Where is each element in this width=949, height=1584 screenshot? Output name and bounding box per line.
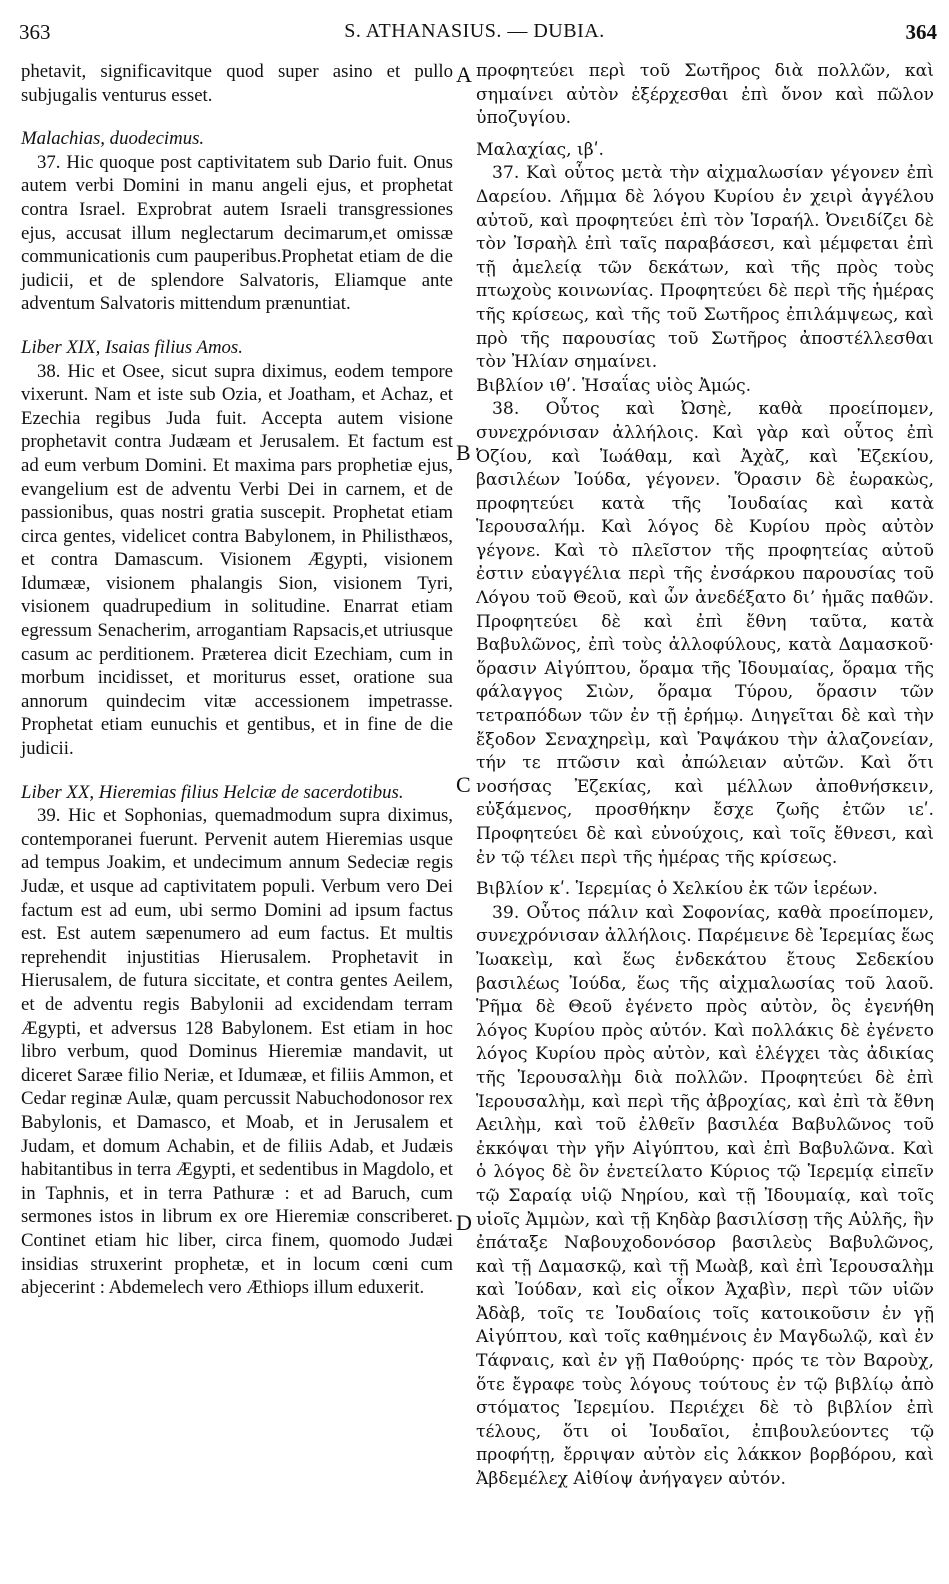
greek-heading-hieremias: Βιβλίον κʹ. Ἱερεμίας ὁ Χελκίου ἐκ τῶν ἱερέων. bbox=[476, 879, 879, 900]
margin-letter-c: C bbox=[456, 772, 471, 797]
latin-paragraph-37: 37. Hic quoque post captivitatem sub Dario fuit. Onus autem verbi Domini in manu angeli ejus, et prophetat contra Israel. Exprobrat autem Israeli transgressiones ejus, accusat illum neglectarum decimarum,et omissæ communicationis cum pauperibus.Prophetat etiam de die judicii, et de splendore Salvatoris, Eliamque ante adventum Salvatoris mittendum prænuntiat. bbox=[21, 151, 453, 315]
latin-heading-isaias: Liber XIX, Isaias filius Amos. bbox=[21, 336, 243, 358]
latin-column bbox=[21, 60, 453, 1300]
margin-letter-b: B bbox=[456, 440, 471, 465]
running-title: S. ATHANASIUS. — DUBIA. bbox=[344, 20, 605, 42]
greek-paragraph-38: 38. Οὗτος καὶ Ὠσηὲ, καθὰ προείπομεν, συνεχρόνισαν ἀλλήλοις. Καὶ γὰρ καὶ οὗτος ἐπὶ Ὀζίου, καὶ Ἰωάθαμ, καὶ Ἀχὰζ, καὶ Ἐζεκίου, βασιλέων Ἰούδα, γέγονεν. Ὅρασιν δὲ ἑωρακὼς, προφητεύει κατὰ τῆς Ἰουδαίας καὶ κατὰ Ἱερουσαλήμ. Καὶ λόγος δὲ Κυρίου πρὸς αὐτὸν γέγονε. Καὶ τὸ πλεῖστον τῆς προφητείας αὐτοῦ ἐστιν εὐαγγέλια περὶ τῆς ἐνσάρκου παρουσίας τοῦ Λόγου τοῦ Θεοῦ, καὶ ὧν ἀνεδέξατο δι’ ἡμᾶς παθῶν. Προφητεύει δὲ καὶ ἐπὶ ἔθνη ταῦτα, κατὰ Βαβυλῶνος, ἐπὶ τοὺς ἀλλοφύλους, κατὰ Δαμασκοῦ· ὅρασιν Αἰγύπτου, ὅραμα τῆς Ἰδουμαίας, ὅραμα τῆς φάλαγγος Σιὼν, ὅραμα Τύρου, ὅρασιν τῶν τετραπόδων τῶν ἐν τῇ ἐρήμῳ. Διηγεῖται δὲ καὶ τὴν ἔξοδον Σεναχηρεὶμ, καὶ Ῥαψάκου τὴν ἀλαζονείαν, τήν τε πτῶσιν καὶ ἀπώλειαν αὐτῶν. Καὶ ὅτι νοσήσας Ἐζεκίας, καὶ μέλλων ἀποθνήσκειν, εὐξάμενος, προσθήκην ἔσχε ζωῆς ἐτῶν ιεʹ. Προφητεύει δὲ καὶ εὐνούχοις, καὶ τοῖς ἔθνεσι, καὶ ἐν τῷ τέλει περὶ τῆς ἡμέρας τῆς κρίσεως. bbox=[476, 399, 934, 868]
page-number-left: 363 bbox=[19, 20, 51, 44]
latin-paragraph-39: 39. Hic et Sophonias, quemadmodum supra diximus, contemporanei fuerunt. Pervenit autem Hieremias usque ad tempus Joakim, et undecimum annum Sedeciæ regis Judæ, et usque ad captivitatem populi. Verbum vero Dei factum est ad eum, ubi sermo Domini ad ipsum factus est. Est autem sæpenumero ad eum factus. Et multis reprehendit injustitias Hierusalem. Prophetavit in Hierusalem, de futura siccitate, et contra gentes Aeilem, et de adventu regis Babylonii ad excidendam terram Ægypti, et adversus 128 Babylonem. Est etiam in hoc libro verbum, quod Dominus Hieremiæ mandavit, ut diceret Saræe filio Neriæ, et Idumææ, et filiis Ammon, et Cedar reginæ Aulæ, quam percussit Nabuchodonosor rex Babylonis, et Damasco, et Moab, et in Jerusalem et Judam, et domum Achabin, et de filiis Adab, et Judæis habitantibus in terra Ægypti, et sedentibus in Magdolo, et in Taphnis, et in terra Pathuræ : et ad Baruch, cum sermones istos in librum ex ore Hieremiæ conscriberet. Continet etiam hic liber, circa finem, quomodo Judæi insidias struxerint prophetæ, et in locum cœni cum abjecerint : Abdemelech vero Æthiops illum eduxerit. bbox=[21, 805, 453, 1299]
latin-heading-malachias: Malachias, duodecimus. bbox=[21, 128, 205, 150]
page-header bbox=[0, 18, 949, 54]
margin-letter-d: D bbox=[456, 1210, 472, 1235]
latin-intro: phetavit, significavitque quod super asino et pullo subjugalis venturus esset. bbox=[21, 61, 453, 106]
greek-paragraph-39: 39. Οὗτος πάλιν καὶ Σοφονίας, καθὰ προείπομεν, συνεχρόνισαν ἀλλήλοις. Παρέμεινε δὲ Ἱερεμίας ἕως Ἰωακεὶμ, καὶ ἕως ἑνδεκάτου ἔτους Σεδεκίου βασιλέως Ἰούδα, ἕως τῆς αἰχμαλωσίας τοῦ λαοῦ. Ῥῆμα δὲ Θεοῦ ἐγένετο πρὸς αὐτὸν, ὃς ἐγενήθη λόγος Κυρίου πρὸς αὐτόν. Καὶ πολλάκις δὲ ἐγένετο λόγος Κυρίου πρὸς αὐτὸν, καὶ ἐλέγχει τὰς ἀδικίας τῆς Ἱερουσαλὴμ διὰ πολλῶν. Προφητεύει δὲ ἐπὶ Ἱερουσαλὴμ, καὶ περὶ τῆς ἀβροχίας, καὶ ἐπὶ τὰ ἔθνη Αειλὴμ, καὶ τοῦ ἐλθεῖν βασιλέα Βαβυλῶνος τοῦ ἐκκόψαι τὴν γῆν Αἰγύπτου, καὶ ἐπὶ Βαβυλῶνα. Καὶ ὁ λόγος δὲ ὃν ἐνετείλατο Κύριος τῷ Ἱερεμίᾳ εἰπεῖν τῷ Σαραίᾳ υἱῷ Νηρίου, καὶ τῇ Ἰδουμαίᾳ, καὶ τοῖς υἱοῖς Ἀμμὼν, καὶ τῇ Κηδὰρ βασιλίσσῃ τῆς Αὐλῆς, ἣν ἐπάταξε Ναβουχοδονόσορ βασιλεὺς Βαβυλῶνος, καὶ τῇ Δαμασκῷ, καὶ τῇ Μωὰβ, καὶ ἐπὶ Ἱερουσαλὴμ καὶ Ἰούδαν, καὶ εἰς οἶκον Ἀχαβὶν, περὶ τῶν υἱῶν Ἀδὰβ, τοῖς τε Ἰουδαίοις τοῖς κατοικοῦσιν ἐν γῇ Αἰγύπτου, καὶ τοῖς καθημένοις ἐν Μαγδωλῷ, καὶ ἐν Τάφναις, καὶ ἐν γῇ Παθούρης· πρός τε τὸν Βαροὺχ, ὅτε ἔγραφε τοὺς λόγους τούτους ἐν τῷ βιβλίῳ ἀπὸ στόματος Ἱερεμίου. Περιέχει δὲ τὸ βιβλίον ἐπὶ τέλους, ὅτι οἱ Ἰουδαῖοι, ἐπιβουλεύοντες τῷ προφήτῃ, ἔρριψαν αὐτὸν εἰς λάκκον βορβόρου, καὶ Ἀβδεμέλεχ Αἰθίοψ ἀνήγαγεν αὐτόν. bbox=[476, 902, 934, 1490]
greek-paragraph-37: 37. Καὶ οὗτος μετὰ τὴν αἰχμαλωσίαν γέγονεν ἐπὶ Δαρείου. Λῆμμα δὲ λόγου Κυρίου ἐν χειρὶ ἀγγέλου αὐτοῦ, καὶ προφητεύει ἐπὶ τὸν Ἰσραήλ. Ὀνειδίζει δὲ τὸν Ἰσραὴλ ἐπὶ ταῖς παραβάσεσι, καὶ μέμφεται ἐπὶ τῇ ἀμελείᾳ τῶν δεκάτων, καὶ τῆς πρὸς τοὺς πτωχοὺς κοινωνίας. Προφητεύει δὲ περὶ τῆς ἡμέρας τῆς κρίσεως, καὶ τῆς τοῦ Σωτῆρος ἐπιλάμψεως, καὶ πρὸ τῆς παρουσίας τοῦ Σωτῆρος ἀποστέλλεσθαι τὸν Ἠλίαν σημαίνει. bbox=[476, 163, 934, 373]
greek-heading-isaias: Βιβλίον ιθʹ. Ἡσαΐας υἱὸς Ἀμώς. bbox=[476, 375, 752, 396]
greek-intro: προφητεύει περὶ τοῦ Σωτῆρος διὰ πολλῶν, καὶ σημαίνει αὐτὸν ἐξέρχεσθαι ἐπὶ ὄνον καὶ πῶλον ὑποζυγίου. bbox=[476, 61, 934, 129]
greek-column bbox=[476, 60, 934, 1492]
latin-paragraph-38: 38. Hic et Osee, sicut supra diximus, eodem tempore vixerunt. Nam et iste sub Ozia, et Joatham, et Achaz, et Ezechia regibus Juda fuit. Accepta autem visione prophetavit contra Judæam et Jerusalem. Et factum est ad eum verbum Domini. Et maxima pars prophetiæ ejus, evangelium est de adventu Verbi Dei in carnem, et de passionibus, quas nostri gratia suscepit. Prophetat etiam circa gentes, videlicet contra Babylonem, in Philisthæos, et contra Damascum. Visionem Ægypti, visionem Idumææ, visionem phalangis Sion, visionem Tyri, visionem quadrupedium in solitudine. Enarrat etiam egressum Senacherim, arrogantiam Rapsacis,et utriusque casum ac perditionem. Præterea dicit Ezechiam, cum in morbum incidisset, et moriturus esset, oratione sua annorum quindecim vitæ accessionem impetrasse. Prophetat etiam eunuchis et gentibus, et in fine de die judicii. bbox=[21, 360, 453, 760]
margin-letter-a: A bbox=[456, 62, 472, 87]
latin-heading-hieremias: Liber XX, Hieremias filius Helciæ de sacerdotibus. bbox=[21, 781, 404, 803]
greek-heading-malachias: Μαλαχίας, ιβʹ. bbox=[476, 139, 604, 160]
page-number-right: 364 bbox=[905, 20, 937, 44]
